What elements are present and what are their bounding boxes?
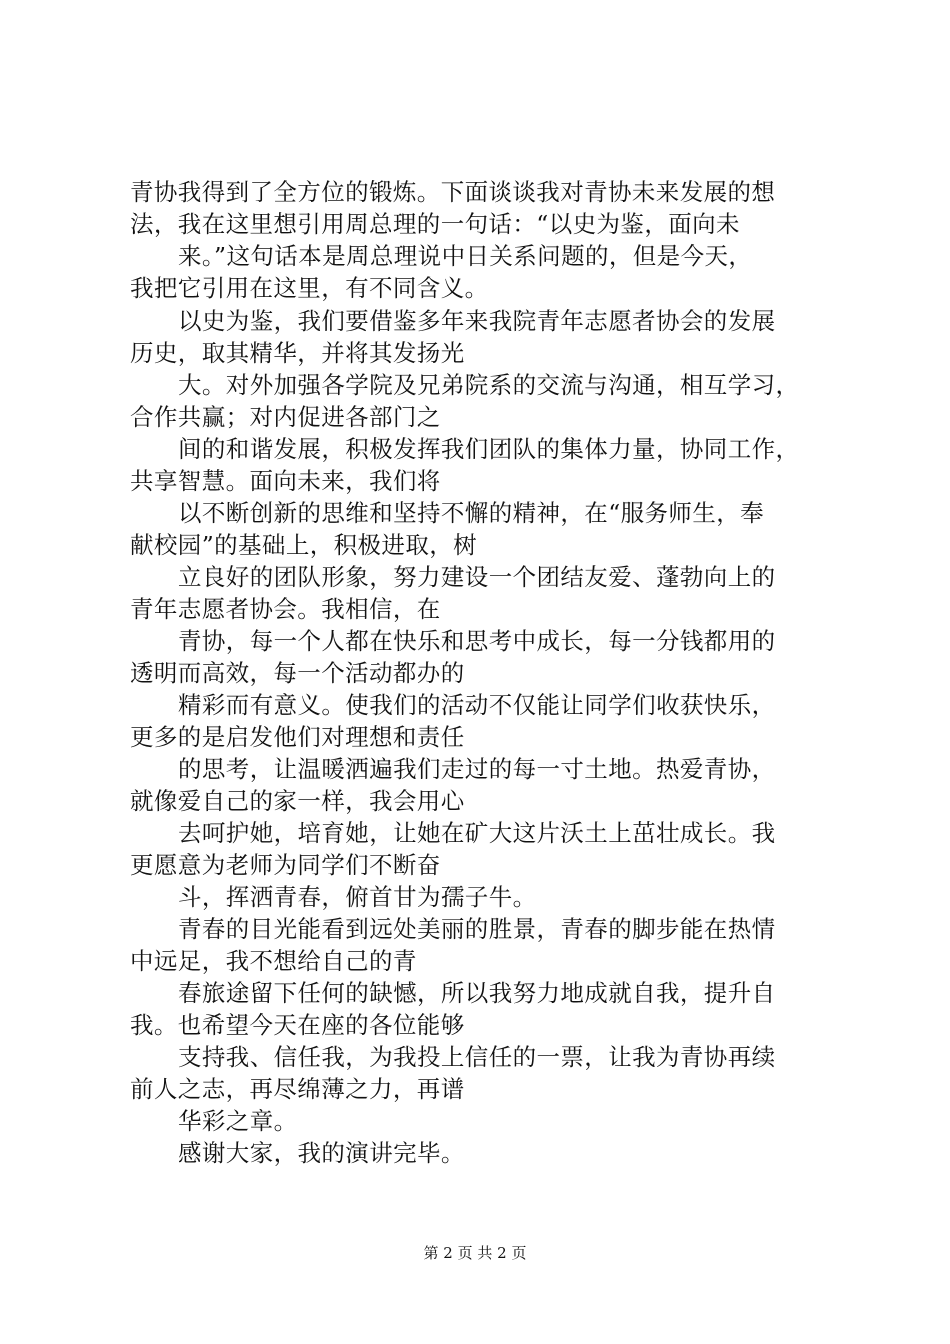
- text-line: 的思考，让温暖洒遍我们走过的每一寸土地。热爱青协，: [178, 755, 776, 783]
- text-line: 春旅途留下任何的缺憾，所以我努力地成就自我，提升自: [178, 979, 776, 1007]
- text-line: 更多的是启发他们对理想和责任: [130, 723, 465, 751]
- text-line: 感谢大家，我的演讲完毕。: [178, 1139, 465, 1167]
- text-line: 前人之志，再尽绵薄之力，再谱: [130, 1075, 465, 1103]
- text-line: 中远足，我不想给自己的青: [130, 947, 417, 975]
- text-line: 斗，挥洒青春，俯首甘为孺子牛。: [178, 883, 537, 911]
- text-line: 共享智慧。面向未来，我们将: [130, 467, 441, 495]
- text-line: 来。”这句话本是周总理说中日关系问题的，但是今天，: [178, 242, 753, 270]
- text-line: 我。也希望今天在座的各位能够: [130, 1011, 465, 1039]
- text-line: 以不断创新的思维和坚持不懈的精神，在“服务师生，奉: [178, 499, 765, 527]
- text-line: 大。对外加强各学院及兄弟院系的交流与沟通，相互学习，: [178, 371, 800, 399]
- text-line: 华彩之章。: [178, 1107, 298, 1135]
- text-line: 支持我、信任我，为我投上信任的一票，让我为青协再续: [178, 1043, 776, 1071]
- text-line: 献校园”的基础上，积极进取，树: [130, 531, 478, 559]
- page-footer: 第 2 页 共 2 页: [423, 1244, 527, 1262]
- text-line: 青年志愿者协会。我相信，在: [130, 595, 441, 623]
- text-line: 历史，取其精华，并将其发扬光: [130, 339, 465, 367]
- text-line: 青春的目光能看到远处美丽的胜景，青春的脚步能在热情: [178, 915, 776, 943]
- text-line: 透明而高效，每一个活动都办的: [130, 659, 465, 687]
- text-line: 去呵护她，培育她，让她在矿大这片沃土上茁壮成长。我: [178, 819, 776, 847]
- text-line: 合作共赢；对内促进各部门之: [130, 403, 441, 431]
- text-line: 我把它引用在这里，有不同含义。: [130, 274, 489, 302]
- text-line: 立良好的团队形象，努力建设一个团结友爱、蓬勃向上的: [178, 563, 776, 591]
- text-line: 间的和谐发展，积极发挥我们团队的集体力量，协同工作，: [178, 435, 800, 463]
- text-line: 就像爱自己的家一样，我会用心: [130, 787, 465, 815]
- text-line: 法，我在这里想引用周总理的一句话：“以史为鉴，面向未: [130, 210, 740, 238]
- text-line: 更愿意为老师为同学们不断奋: [130, 851, 441, 879]
- text-line: 青协，每一个人都在快乐和思考中成长，每一分钱都用的: [178, 627, 776, 655]
- text-line: 以史为鉴，我们要借鉴多年来我院青年志愿者协会的发展: [178, 307, 776, 335]
- text-line: 青协我得到了全方位的锻炼。下面谈谈我对青协未来发展的想: [130, 178, 776, 206]
- text-line: 精彩而有意义。使我们的活动不仅能让同学们收获快乐，: [178, 691, 776, 719]
